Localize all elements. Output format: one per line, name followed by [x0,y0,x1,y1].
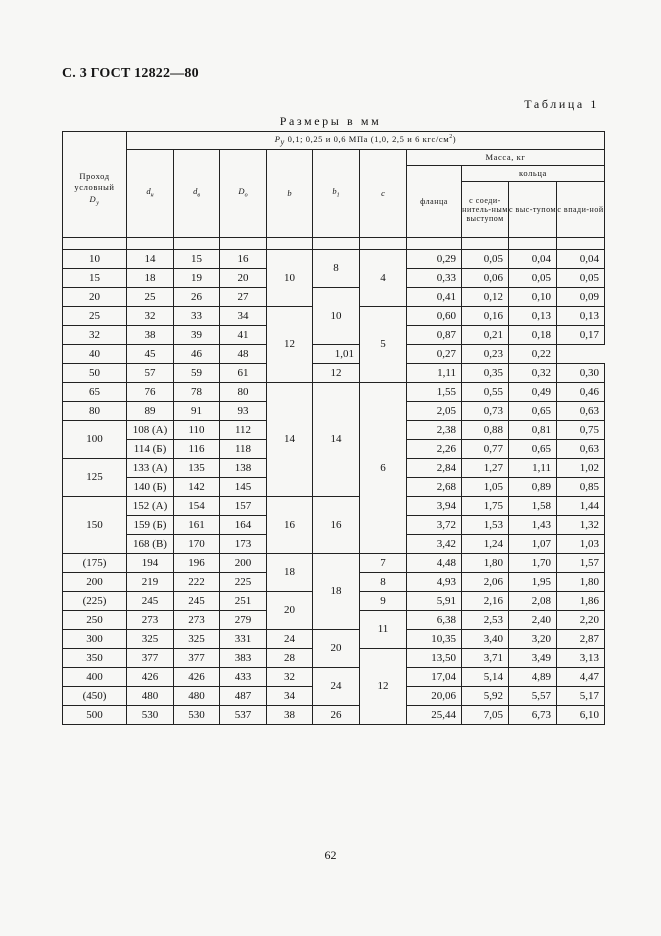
table-row [63,288,605,307]
Do-cell: 80 [220,383,267,402]
prot-mass-cell: 1,70 [509,554,557,573]
Do-cell: 93 [220,402,267,421]
c-cell: 6 [360,383,407,554]
dv-cell: 59 [174,364,220,383]
groove-mass-cell: 1,03 [557,535,605,554]
dy-cell: 32 [63,326,127,345]
Do-cell: 279 [220,611,267,630]
dy-cell: 65 [63,383,127,402]
joint-mass-cell: 0,27 [407,345,462,364]
flange-mass-cell: 0,87 [407,326,462,345]
Do-cell: 157 [220,497,267,516]
Do-cell: 27 [220,288,267,307]
Do-cell: 41 [220,326,267,345]
joint-mass-cell: 1,75 [462,497,509,516]
groove-mass-cell: 0,46 [557,383,605,402]
Do-cell: 16 [220,250,267,269]
table-row [63,668,605,687]
joint-mass-cell: 1,53 [462,516,509,535]
header-pressure: $P_у$ 0,1; 0,25 и 0,6 МПа (1,0, 2,5 и 6 кгс/$см^2$) [127,132,605,150]
joint-mass-cell: 1,80 [462,554,509,573]
joint-mass-cell: 1,05 [462,478,509,497]
groove-mass-cell: 0,75 [557,421,605,440]
flange-mass-cell: 20,06 [407,687,462,706]
dy-symbol: $D_у$ [89,194,100,208]
dv-cell: 26 [174,288,220,307]
dy-cell: 300 [63,630,127,649]
groove-mass-cell: 0,30 [557,364,605,383]
c-cell: 5 [360,307,407,383]
flange-mass-cell: 2,84 [407,459,462,478]
Do-cell: 20 [220,269,267,288]
b1-cell: 14 [313,383,360,497]
table-label: Таблица 1 [524,97,599,111]
dv-cell: 154 [174,497,220,516]
dy-cell: 10 [63,250,127,269]
groove-mass-cell: 5,17 [557,687,605,706]
groove-mass-cell: 4,47 [557,668,605,687]
dv-cell: 135 [174,459,220,478]
Do-cell: 34 [220,307,267,326]
table-row [63,250,605,269]
dn-cell: 38 [127,326,174,345]
dn-cell: 530 [127,706,174,725]
joint-mass-cell: 0,21 [462,326,509,345]
header-dn: $d_н$ [127,150,174,238]
prot-mass-cell: 0,81 [509,421,557,440]
page-header: С. 3 ГОСТ 12822—80 [62,66,199,81]
groove-mass-cell: 1,86 [557,592,605,611]
dv-cell: 78 [174,383,220,402]
header-c: c [360,150,407,238]
flange-mass-cell: 1,55 [407,383,462,402]
table-row [63,383,605,402]
dn-cell: 377 [127,649,174,668]
groove-mass-cell: 3,13 [557,649,605,668]
prot-mass-cell: 0,05 [509,269,557,288]
dn-cell: 25 [127,288,174,307]
dy-cell: 15 [63,269,127,288]
Do-cell: 164 [220,516,267,535]
Do-cell: 112 [220,421,267,440]
joint-mass-cell: 3,40 [462,630,509,649]
dv-cell: 39 [174,326,220,345]
dn-cell: 108 (А) [127,421,174,440]
prot-mass-cell: 5,57 [509,687,557,706]
prot-mass-cell: 1,43 [509,516,557,535]
joint-mass-cell: 2,06 [462,573,509,592]
header-ring-protrusion: с выс-тупом [509,182,557,238]
dn-cell: 89 [127,402,174,421]
Do-cell: 48 [220,345,267,364]
flange-mass-cell: 3,72 [407,516,462,535]
header-Do: $D_о$ [220,150,267,238]
b-cell: 14 [267,383,313,497]
joint-mass-cell: 0,73 [462,402,509,421]
prot-mass-cell: 1,07 [509,535,557,554]
dn-cell: 325 [127,630,174,649]
b1-cell: 20 [313,630,360,668]
flange-mass-cell: 2,68 [407,478,462,497]
dy-cell: 200 [63,573,127,592]
groove-mass-cell: 6,10 [557,706,605,725]
dn-cell: 76 [127,383,174,402]
prot-mass-cell: 0,65 [509,402,557,421]
b1-cell: 16 [313,497,360,554]
dv-cell: 33 [174,307,220,326]
c-cell: 11 [360,611,407,649]
dy-cell: (450) [63,687,127,706]
prot-mass-cell: 0,89 [509,478,557,497]
dv-cell: 19 [174,269,220,288]
b-cell: 20 [267,592,313,630]
dn-cell: 32 [127,307,174,326]
dn-cell: 57 [127,364,174,383]
flange-mass-cell: 0,60 [407,307,462,326]
dv-cell: 91 [174,402,220,421]
table-row [63,706,605,725]
prot-mass-cell: 0,04 [509,250,557,269]
dn-cell: 152 (А) [127,497,174,516]
dv-cell: 273 [174,611,220,630]
groove-mass-cell: 1,80 [557,573,605,592]
prot-mass-cell: 2,08 [509,592,557,611]
dv-cell: 116 [174,440,220,459]
prot-mass-cell: 3,49 [509,649,557,668]
dy-cell: 125 [63,459,127,497]
flange-mass-cell: 0,29 [407,250,462,269]
dn-cell: 159 (Б) [127,516,174,535]
dn-cell: 480 [127,687,174,706]
Do-cell: 138 [220,459,267,478]
joint-mass-cell: 7,05 [462,706,509,725]
b-cell: 12 [267,307,313,383]
flange-mass-cell: 4,48 [407,554,462,573]
groove-mass-cell: 0,63 [557,402,605,421]
dn-cell: 273 [127,611,174,630]
b1-cell: 10 [313,288,360,345]
groove-mass-cell: 0,05 [557,269,605,288]
joint-mass-cell: 5,92 [462,687,509,706]
prot-mass-cell: 3,20 [509,630,557,649]
dn-cell: 18 [127,269,174,288]
header-b1: $b_1$ [313,150,360,238]
dn-cell: 114 (Б) [127,440,174,459]
dv-cell: 480 [174,687,220,706]
dn-cell: 194 [127,554,174,573]
b1-cell: 24 [313,668,360,706]
header-dv: $d_в$ [174,150,220,238]
table-row [63,630,605,649]
flange-mass-cell: 6,38 [407,611,462,630]
flange-mass-cell: 10,35 [407,630,462,649]
flange-mass-cell: 2,26 [407,440,462,459]
prot-mass-cell: 0,18 [509,326,557,345]
Do-cell: 331 [220,630,267,649]
prot-mass-cell: 0,65 [509,440,557,459]
prot-mass-cell: 0,32 [509,364,557,383]
dv-cell: 46 [174,345,220,364]
prot-mass-cell: 0,49 [509,383,557,402]
joint-mass-cell: 0,05 [462,250,509,269]
groove-mass-cell: 0,22 [509,345,557,364]
groove-mass-cell: 1,32 [557,516,605,535]
c-cell: 4 [360,250,407,307]
Do-cell: 251 [220,592,267,611]
dv-cell: 161 [174,516,220,535]
header-proxod [63,132,127,238]
dn-cell: 245 [127,592,174,611]
header-b: b [267,150,313,238]
Do-cell: 118 [220,440,267,459]
joint-mass-cell: 3,71 [462,649,509,668]
dn-cell: 426 [127,668,174,687]
proxod-label: Проход условный [74,170,115,193]
prot-mass-cell: 0,23 [462,345,509,364]
b-cell: 10 [267,250,313,307]
Do-cell: 433 [220,668,267,687]
flange-mass-cell: 0,33 [407,269,462,288]
groove-mass-cell: 0,17 [557,326,605,345]
dn-cell: 140 (Б) [127,478,174,497]
dv-cell: 530 [174,706,220,725]
c-cell: 7 [360,554,407,573]
c-cell: 12 [360,649,407,725]
Do-cell: 200 [220,554,267,573]
c-cell: 9 [360,592,407,611]
dv-cell: 325 [174,630,220,649]
dv-cell: 170 [174,535,220,554]
groove-mass-cell: 2,20 [557,611,605,630]
dy-cell: (175) [63,554,127,573]
joint-mass-cell: 0,55 [462,383,509,402]
prot-mass-cell: 0,13 [509,307,557,326]
b1-cell: 12 [313,364,360,383]
b1-cell: 26 [313,706,360,725]
dy-cell: 100 [63,421,127,459]
Do-cell: 61 [220,364,267,383]
header-flange: фланца [407,166,462,238]
Do-cell: 145 [220,478,267,497]
b-cell: 24 [267,630,313,649]
dn-cell: 133 (А) [127,459,174,478]
joint-mass-cell: 1,27 [462,459,509,478]
flange-mass-cell: 2,38 [407,421,462,440]
groove-mass-cell: 0,85 [557,478,605,497]
flange-mass-cell: 2,05 [407,402,462,421]
groove-mass-cell: 1,44 [557,497,605,516]
dn-cell: 219 [127,573,174,592]
joint-mass-cell: 0,88 [462,421,509,440]
flange-mass-cell: 25,44 [407,706,462,725]
prot-mass-cell: 1,58 [509,497,557,516]
table-row [63,364,605,383]
flange-mass-cell: 3,94 [407,497,462,516]
dy-cell: 25 [63,307,127,326]
dy-cell: 150 [63,497,127,554]
groove-mass-cell: 0,63 [557,440,605,459]
c-cell: 8 [360,573,407,592]
groove-mass-cell: 0,13 [557,307,605,326]
joint-mass-cell: 5,14 [462,668,509,687]
groove-mass-cell: 0,04 [557,250,605,269]
Do-cell: 383 [220,649,267,668]
b-cell: 18 [267,554,313,592]
Do-cell: 537 [220,706,267,725]
dn-cell: 14 [127,250,174,269]
dy-cell: 40 [63,345,127,364]
flange-mass-cell: 1,01 [313,345,360,364]
joint-mass-cell: 1,24 [462,535,509,554]
flange-mass-cell: 4,93 [407,573,462,592]
joint-mass-cell: 2,16 [462,592,509,611]
dy-cell: 400 [63,668,127,687]
flange-mass-cell: 0,41 [407,288,462,307]
dn-cell: 45 [127,345,174,364]
dn-cell: 168 (В) [127,535,174,554]
Do-cell: 225 [220,573,267,592]
dy-cell: 80 [63,402,127,421]
b-cell: 34 [267,687,313,706]
header-ring-groove: с впади-ной [557,182,605,238]
dy-cell: 20 [63,288,127,307]
joint-mass-cell: 0,16 [462,307,509,326]
flange-mass-cell: 13,50 [407,649,462,668]
table-row [63,554,605,573]
groove-mass-cell: 0,09 [557,288,605,307]
joint-mass-cell: 0,12 [462,288,509,307]
prot-mass-cell: 1,95 [509,573,557,592]
groove-mass-cell: 1,57 [557,554,605,573]
flange-mass-cell: 3,42 [407,535,462,554]
b1-cell: 8 [313,250,360,288]
dy-cell: 250 [63,611,127,630]
prot-mass-cell: 6,73 [509,706,557,725]
table-row [63,497,605,516]
dy-cell: 50 [63,364,127,383]
flange-mass-cell: 17,04 [407,668,462,687]
dv-cell: 222 [174,573,220,592]
joint-mass-cell: 0,35 [462,364,509,383]
Do-cell: 173 [220,535,267,554]
b1-cell: 18 [313,554,360,630]
b-cell: 38 [267,706,313,725]
prot-mass-cell: 0,10 [509,288,557,307]
header-mass: Масса, кг [407,150,605,166]
table-row [63,345,605,364]
dv-cell: 15 [174,250,220,269]
prot-mass-cell: 2,40 [509,611,557,630]
flange-mass-cell: 1,11 [407,364,462,383]
dy-cell: 500 [63,706,127,725]
b-cell: 16 [267,497,313,554]
page-number: 62 [324,848,337,862]
dv-cell: 245 [174,592,220,611]
prot-mass-cell: 1,11 [509,459,557,478]
dimensions-label: Размеры в мм [279,114,382,128]
b-cell: 28 [267,649,313,668]
joint-mass-cell: 2,53 [462,611,509,630]
dv-cell: 110 [174,421,220,440]
header-ring: кольца [462,166,605,182]
groove-mass-cell: 2,87 [557,630,605,649]
flange-mass-cell: 5,91 [407,592,462,611]
dy-cell: (225) [63,592,127,611]
dv-cell: 426 [174,668,220,687]
dv-cell: 377 [174,649,220,668]
dv-cell: 142 [174,478,220,497]
dy-cell: 350 [63,649,127,668]
b-cell: 32 [267,668,313,687]
dv-cell: 196 [174,554,220,573]
joint-mass-cell: 0,77 [462,440,509,459]
header-ring-joint: с соеди-нитель-ным выступом [462,182,509,238]
prot-mass-cell: 4,89 [509,668,557,687]
groove-mass-cell: 1,02 [557,459,605,478]
flange-table [62,131,605,725]
Do-cell: 487 [220,687,267,706]
joint-mass-cell: 0,06 [462,269,509,288]
